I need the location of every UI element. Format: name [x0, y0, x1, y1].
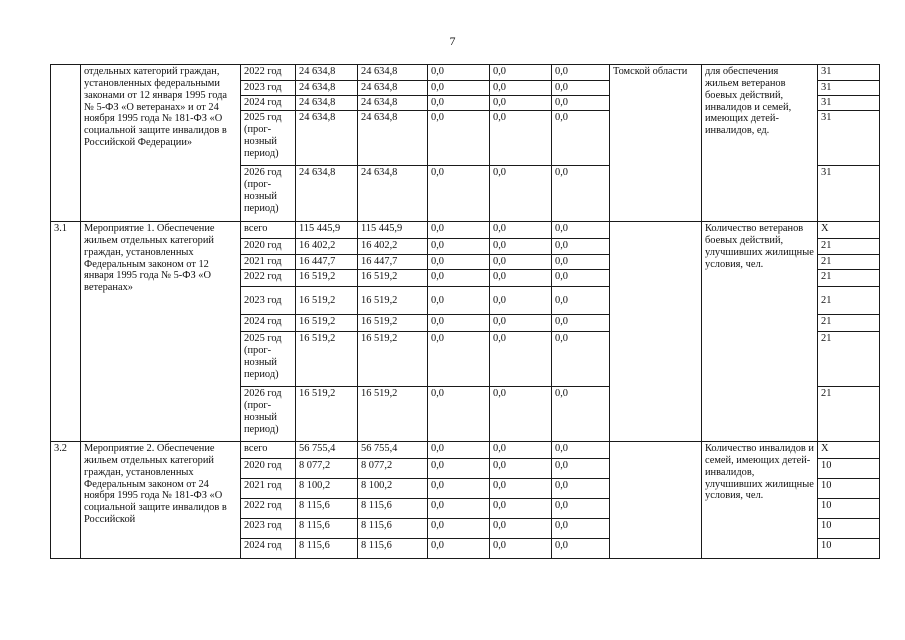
value-cell: 21: [818, 270, 880, 287]
period-cell: 2021 год: [241, 479, 296, 499]
extra-cell: 0,0: [552, 239, 610, 255]
event-description: Мероприятие 2. Обеспечение жильем отдельных категорий граждан, установленных Федеральным законом от 24 ноября 1995 года № 181-ФЗ «О социальной защите инвалидов в Российской: [81, 442, 241, 559]
regional-cell: 0,0: [428, 111, 490, 166]
local-cell: 0,0: [490, 459, 552, 479]
total-cell: 16 519,2: [296, 270, 358, 287]
period-cell: 2026 год (прог-нозный период): [241, 166, 296, 222]
period-cell: 2020 год: [241, 459, 296, 479]
local-cell: 0,0: [490, 65, 552, 81]
table-row: [51, 65, 880, 81]
federal-cell: 115 445,9: [358, 222, 428, 239]
local-cell: 0,0: [490, 81, 552, 96]
total-cell: 16 519,2: [296, 315, 358, 332]
extra-cell: 0,0: [552, 519, 610, 539]
local-cell: 0,0: [490, 166, 552, 222]
value-cell: 21: [818, 287, 880, 315]
value-cell: 10: [818, 539, 880, 559]
regional-cell: 0,0: [428, 81, 490, 96]
table-row: [51, 442, 880, 459]
event-description: отдельных категорий граждан, установленных федеральными законами от 12 января 1995 года № 5-ФЗ «О ветеранах» и от 24 ноября 1995 года № 181-ФЗ «О социальной защите инвалидов в Российской Федерации»: [81, 65, 241, 222]
indicator-cell: для обеспечения жильем ветеранов боевых действий, инвалидов и семей, имеющих детей-инвалидов, ед.: [702, 65, 818, 222]
total-cell: 8 100,2: [296, 479, 358, 499]
federal-cell: 24 634,8: [358, 166, 428, 222]
federal-cell: 16 519,2: [358, 315, 428, 332]
extra-cell: 0,0: [552, 81, 610, 96]
federal-cell: 8 115,6: [358, 539, 428, 559]
local-cell: 0,0: [490, 499, 552, 519]
federal-cell: 16 447,7: [358, 255, 428, 270]
regional-cell: 0,0: [428, 519, 490, 539]
federal-cell: 16 519,2: [358, 270, 428, 287]
total-cell: 56 755,4: [296, 442, 358, 459]
period-cell: 2023 год: [241, 519, 296, 539]
local-cell: 0,0: [490, 539, 552, 559]
extra-cell: 0,0: [552, 315, 610, 332]
row-number-cell: 3.1: [51, 222, 81, 442]
federal-cell: 8 115,6: [358, 519, 428, 539]
period-cell: 2023 год: [241, 287, 296, 315]
value-cell: 21: [818, 255, 880, 270]
local-cell: 0,0: [490, 222, 552, 239]
regional-cell: 0,0: [428, 166, 490, 222]
extra-cell: 0,0: [552, 166, 610, 222]
federal-cell: 8 115,6: [358, 499, 428, 519]
period-cell: 2026 год (прог-нозный период): [241, 387, 296, 442]
total-cell: 8 115,6: [296, 519, 358, 539]
local-cell: 0,0: [490, 270, 552, 287]
regional-cell: 0,0: [428, 332, 490, 387]
regional-cell: 0,0: [428, 459, 490, 479]
extra-cell: 0,0: [552, 459, 610, 479]
federal-cell: 56 755,4: [358, 442, 428, 459]
local-cell: 0,0: [490, 442, 552, 459]
period-cell: 2022 год: [241, 65, 296, 81]
regional-cell: 0,0: [428, 270, 490, 287]
period-cell: 2020 год: [241, 239, 296, 255]
total-cell: 24 634,8: [296, 81, 358, 96]
extra-cell: 0,0: [552, 387, 610, 442]
total-cell: 16 402,2: [296, 239, 358, 255]
program-table: [50, 64, 880, 559]
table-row: [51, 222, 880, 239]
value-cell: 31: [818, 166, 880, 222]
indicator-cell: Количество инвалидов и семей, имеющих детей-инвалидов, улучшивших жилищные условия, чел.: [702, 442, 818, 559]
regional-cell: 0,0: [428, 315, 490, 332]
extra-cell: 0,0: [552, 499, 610, 519]
period-cell: 2022 год: [241, 270, 296, 287]
regional-cell: 0,0: [428, 539, 490, 559]
total-cell: 24 634,8: [296, 65, 358, 81]
value-cell: 31: [818, 81, 880, 96]
value-cell: 31: [818, 65, 880, 81]
value-cell: 10: [818, 459, 880, 479]
row-number-cell: [51, 65, 81, 222]
federal-cell: 24 634,8: [358, 65, 428, 81]
federal-cell: 24 634,8: [358, 111, 428, 166]
extra-cell: 0,0: [552, 479, 610, 499]
period-cell: 2025 год (прог-нозный период): [241, 111, 296, 166]
local-cell: 0,0: [490, 332, 552, 387]
value-cell: 21: [818, 239, 880, 255]
local-cell: 0,0: [490, 287, 552, 315]
page-number: 7: [449, 34, 456, 48]
total-cell: 16 519,2: [296, 287, 358, 315]
local-cell: 0,0: [490, 315, 552, 332]
regional-cell: 0,0: [428, 222, 490, 239]
regional-cell: 0,0: [428, 96, 490, 111]
executor-cell: [610, 442, 702, 559]
period-cell: всего: [241, 442, 296, 459]
total-cell: 8 115,6: [296, 499, 358, 519]
federal-cell: 24 634,8: [358, 96, 428, 111]
regional-cell: 0,0: [428, 499, 490, 519]
local-cell: 0,0: [490, 519, 552, 539]
local-cell: 0,0: [490, 255, 552, 270]
total-cell: 8 115,6: [296, 539, 358, 559]
value-cell: 10: [818, 499, 880, 519]
extra-cell: 0,0: [552, 65, 610, 81]
period-cell: 2022 год: [241, 499, 296, 519]
extra-cell: 0,0: [552, 96, 610, 111]
federal-cell: 8 077,2: [358, 459, 428, 479]
value-cell: Х: [818, 442, 880, 459]
total-cell: 16 447,7: [296, 255, 358, 270]
local-cell: 0,0: [490, 387, 552, 442]
regional-cell: 0,0: [428, 479, 490, 499]
federal-cell: 16 519,2: [358, 387, 428, 442]
value-cell: Х: [818, 222, 880, 239]
value-cell: 21: [818, 315, 880, 332]
executor-cell: [610, 222, 702, 442]
period-cell: 2021 год: [241, 255, 296, 270]
period-cell: 2024 год: [241, 539, 296, 559]
extra-cell: 0,0: [552, 539, 610, 559]
period-cell: 2023 год: [241, 81, 296, 96]
value-cell: 31: [818, 96, 880, 111]
extra-cell: 0,0: [552, 255, 610, 270]
local-cell: 0,0: [490, 479, 552, 499]
total-cell: 24 634,8: [296, 111, 358, 166]
value-cell: 21: [818, 387, 880, 442]
local-cell: 0,0: [490, 96, 552, 111]
regional-cell: 0,0: [428, 255, 490, 270]
federal-cell: 8 100,2: [358, 479, 428, 499]
extra-cell: 0,0: [552, 222, 610, 239]
period-cell: 2024 год: [241, 315, 296, 332]
total-cell: 24 634,8: [296, 166, 358, 222]
extra-cell: 0,0: [552, 111, 610, 166]
extra-cell: 0,0: [552, 287, 610, 315]
extra-cell: 0,0: [552, 270, 610, 287]
value-cell: 10: [818, 519, 880, 539]
value-cell: 21: [818, 332, 880, 387]
total-cell: 115 445,9: [296, 222, 358, 239]
total-cell: 24 634,8: [296, 96, 358, 111]
total-cell: 16 519,2: [296, 332, 358, 387]
total-cell: 16 519,2: [296, 387, 358, 442]
executor-cell: Томской области: [610, 65, 702, 222]
indicator-cell: Количество ветеранов боевых действий, улучшивших жилищные условия, чел.: [702, 222, 818, 442]
row-number-cell: 3.2: [51, 442, 81, 559]
local-cell: 0,0: [490, 239, 552, 255]
extra-cell: 0,0: [552, 442, 610, 459]
event-description: Мероприятие 1. Обеспечение жильем отдельных категорий граждан, установленных Федеральным законом от 12 января 1995 года № 5-ФЗ «О ветеранах»: [81, 222, 241, 442]
period-cell: всего: [241, 222, 296, 239]
regional-cell: 0,0: [428, 65, 490, 81]
federal-cell: 16 519,2: [358, 287, 428, 315]
federal-cell: 16 519,2: [358, 332, 428, 387]
federal-cell: 16 402,2: [358, 239, 428, 255]
local-cell: 0,0: [490, 111, 552, 166]
period-cell: 2024 год: [241, 96, 296, 111]
federal-cell: 24 634,8: [358, 81, 428, 96]
regional-cell: 0,0: [428, 442, 490, 459]
regional-cell: 0,0: [428, 387, 490, 442]
regional-cell: 0,0: [428, 287, 490, 315]
period-cell: 2025 год (прог-нозный период): [241, 332, 296, 387]
total-cell: 8 077,2: [296, 459, 358, 479]
value-cell: 10: [818, 479, 880, 499]
extra-cell: 0,0: [552, 332, 610, 387]
value-cell: 31: [818, 111, 880, 166]
regional-cell: 0,0: [428, 239, 490, 255]
